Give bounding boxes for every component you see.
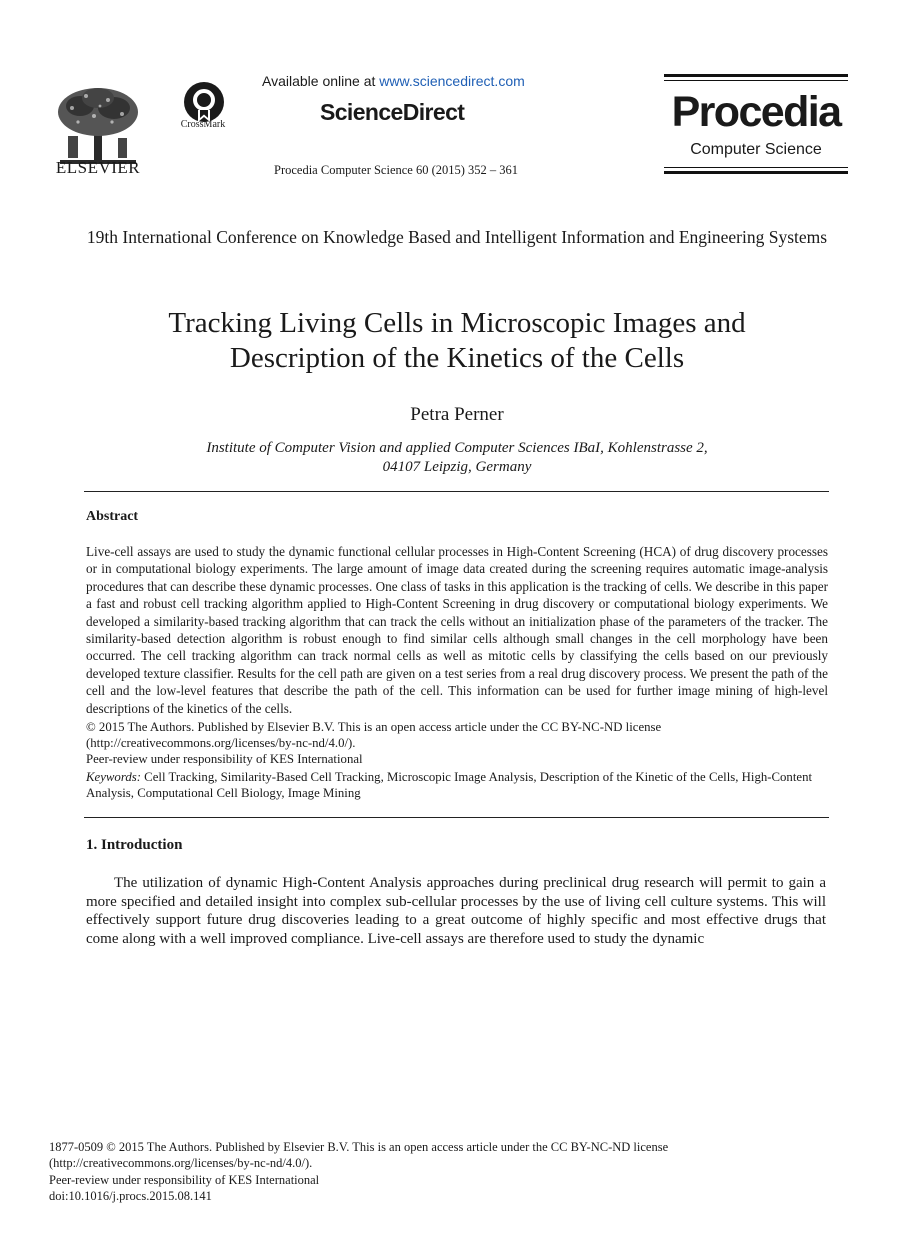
procedia-wordmark: Procedia [671, 88, 841, 136]
introduction-body: The utilization of dynamic High-Content Analysis approaches during preclinical drug research will permit to gain a more specified and detailed insight into complex sub-cellular processes by the use of living cell culture systems. This will effectively support future drug discoveries leading to a great outcome of highly specific and most effective drugs that come along with a well improved compliance. Live-cell assays are therefore used to study the dynamic [86, 875, 826, 947]
footer [49, 1139, 869, 1205]
conference-name: 19th International Conference on Knowledge Based and Intelligent Information and Engineering Systems [86, 227, 828, 247]
section-heading: 1. Introduction [86, 837, 183, 853]
logo-rule-bottom-thin [664, 167, 848, 168]
logo-rule-top [664, 74, 848, 77]
keywords-label: Keywords: [86, 770, 141, 784]
copyright-line-1: © 2015 The Authors. Published by Elsevier B.V. This is an open access article under the CC BY-NC-ND license [86, 720, 662, 734]
divider-top [84, 491, 829, 492]
copyright-notice [86, 719, 828, 751]
doi[interactable]: doi:10.1016/j.procs.2015.08.141 [49, 1189, 212, 1204]
affiliation-line-1: Institute of Computer Vision and applied Computer Sciences IBaI, Kohlenstrasse 2, [206, 440, 708, 456]
keywords-list: Cell Tracking, Similarity-Based Cell Tracking, Microscopic Image Analysis, Description of the Kinetic of the Cells, High-Content Analysis, Computational Cell Biology, Image Mining [86, 770, 813, 801]
divider-bottom [84, 817, 829, 818]
affiliation [60, 439, 854, 477]
publisher-logo-text: ELSEVIER [55, 158, 141, 177]
procedia-subtitle: Computer Science [690, 141, 822, 158]
author-name: Petra Perner [410, 404, 504, 425]
keywords [86, 769, 828, 801]
crossmark-label: CrossMark [180, 119, 226, 130]
paper-title [60, 306, 854, 376]
footer-line-1: 1877-0509 © 2015 The Authors. Published by Elsevier B.V. This is an open access article under the CC BY-NC-ND license [49, 1140, 669, 1154]
peer-review-note: Peer-review under responsibility of KES International [86, 752, 363, 766]
journal-reference: Procedia Computer Science 60 (2015) 352 – 361 [274, 163, 519, 177]
footer-line-3: Peer-review under responsibility of KES International [49, 1172, 320, 1187]
procedia-logo [664, 74, 848, 176]
availability-prefix: Available online at [262, 73, 380, 89]
abstract-heading: Abstract [86, 509, 139, 524]
license-link[interactable]: (http://creativecommons.org/licenses/by-nc-nd/4.0/). [86, 736, 356, 751]
abstract-body: Live-cell assays are used to study the dynamic functional cellular processes in High-Content Screening (HCA) of drug discovery processes or in computational biology experiments. The large amount of image data created during the screening requires automatic image-analysis procedures that can describe these dynamic processes. One class of tasks in this application is the tracking of cells. We describe in this paper a fast and robust cell tracking algorithm applied to High-Content Screening in drug discovery or computational biology experiments. We developed a similarity-based tracking algorithm that can track the cells without an initialization phase of the parameters of the tracker. The similarity-based detection algorithm is robust enough to find similar cells although small changes in the cell morphology have been occurred. The cell tracking algorithm can track normal cells as well as mitotic cells by classifying the cells based on our previously developed texture classifier. Results for the cell path are given on a test series from a real drug discovery process. We present the path of the cell and the low-level features that describe the path of the cell. This information can be used for further image mining of high-level descriptions of the kinetics of the cells. [86, 544, 828, 716]
sciencedirect-link[interactable]: www.sciencedirect.com [379, 73, 525, 89]
affiliation-line-2: 04107 Leipzig, Germany [382, 459, 532, 475]
logo-rule-bottom [664, 171, 848, 174]
availability-line [262, 73, 525, 89]
logo-rule-top-thin [664, 80, 848, 81]
title-line-1: Tracking Living Cells in Microscopic Images and [168, 307, 746, 339]
title-line-2: Description of the Kinetics of the Cells [229, 342, 685, 374]
sciencedirect-brand: ScienceDirect [320, 99, 465, 125]
footer-license-link[interactable]: (http://creativecommons.org/licenses/by-nc-nd/4.0/). [49, 1156, 313, 1171]
